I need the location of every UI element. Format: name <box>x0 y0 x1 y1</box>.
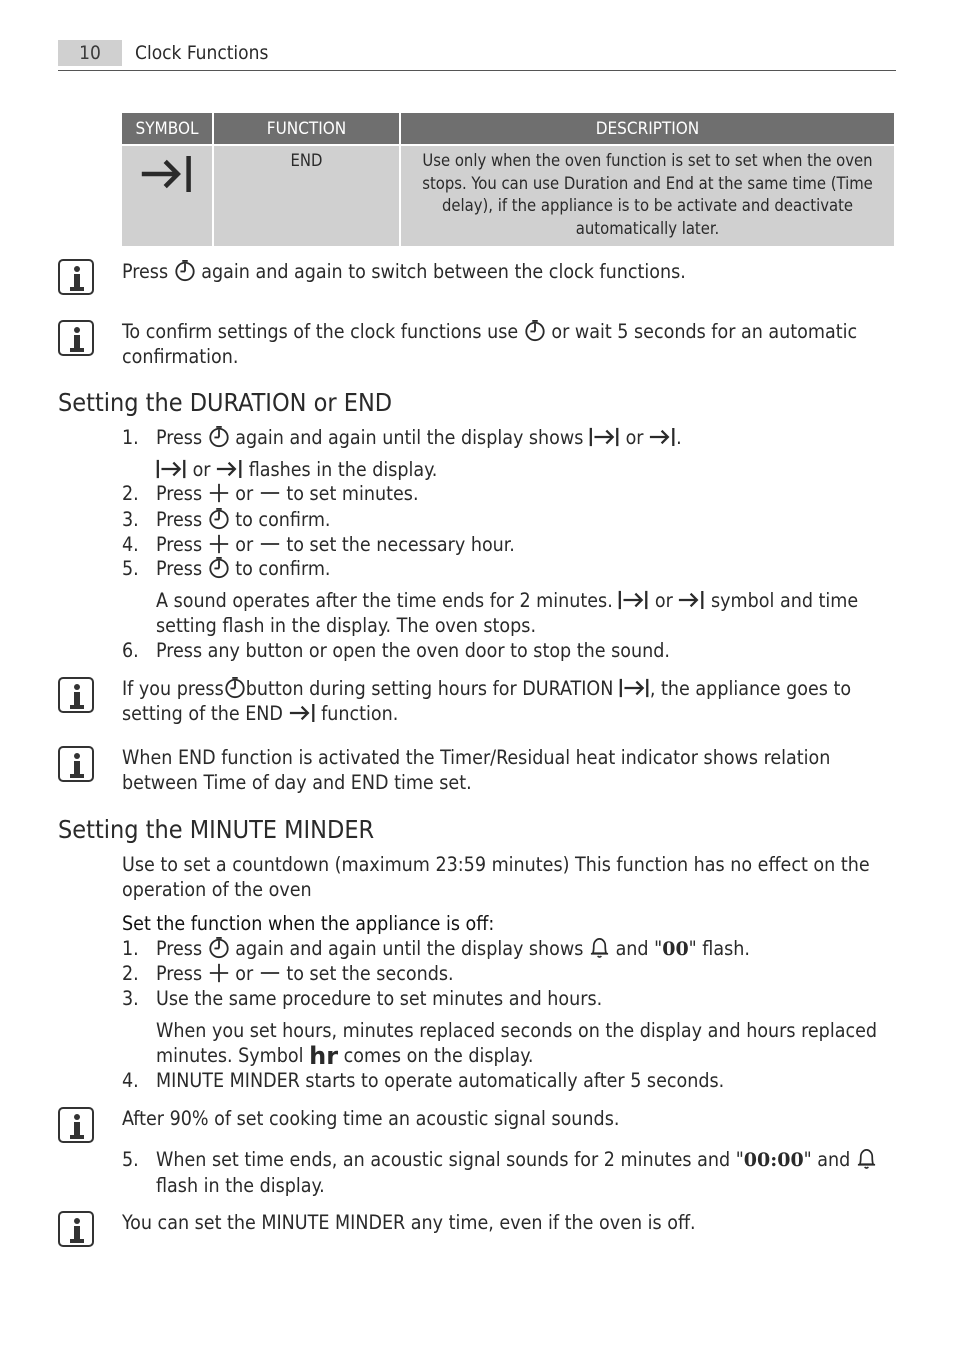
step-number: 3. <box>122 508 139 531</box>
step-number: 2. <box>122 962 139 985</box>
duration-icon <box>618 589 649 611</box>
info-icon <box>58 677 94 713</box>
clock-icon <box>208 426 230 448</box>
step-3: Press to confirm. <box>156 508 331 531</box>
step-number: 4. <box>122 533 139 556</box>
minute-minder-intro: Use to set a countdown (maximum 23:59 minutes) This function has no effect on the operation of the oven <box>122 853 870 901</box>
duration-icon <box>589 426 620 448</box>
clock-icon <box>208 508 230 530</box>
display-digits: 00:00 <box>743 1149 804 1171</box>
mm-step-2: Press or to set the seconds. <box>156 962 454 985</box>
function-cell: END <box>214 146 399 246</box>
minus-icon <box>259 962 281 984</box>
step-2: Press or to set minutes. <box>156 482 419 505</box>
symbol-table <box>120 111 896 248</box>
duration-icon <box>619 677 650 699</box>
plus-icon <box>208 533 230 555</box>
description-cell: Use only when the oven function is set to set when the oven stops. You can use Duration and End at the same time (Time delay), if the appliance is to be activate and deactivate automatically later. <box>401 146 894 246</box>
step-1-detail: or flashes in the display. <box>156 457 437 482</box>
step-4: Press or to set the necessary hour. <box>156 533 515 556</box>
step-number: 3. <box>122 987 139 1010</box>
info-icon <box>58 1107 94 1143</box>
clock-icon <box>524 320 546 342</box>
clock-icon <box>208 937 230 959</box>
mm-step-4: MINUTE MINDER starts to operate automatically after 5 seconds. <box>156 1069 725 1092</box>
end-icon <box>289 702 316 724</box>
step-6: Press any button or open the oven door to stop the sound. <box>156 639 670 662</box>
end-arrow-icon <box>140 152 194 196</box>
heading-duration-end: Setting the DURATION or END <box>58 388 393 417</box>
duration-icon <box>156 458 187 480</box>
step-number: 1. <box>122 937 139 960</box>
info-icon <box>58 259 94 295</box>
note-switch-functions: Press again and again to switch between the clock functions. <box>122 260 686 283</box>
table-row <box>122 146 894 246</box>
subheading-appliance-off: Set the function when the appliance is off: <box>122 912 495 935</box>
info-icon <box>58 746 94 782</box>
bell-icon <box>856 1147 877 1170</box>
end-icon <box>216 458 243 480</box>
plus-icon <box>208 482 230 504</box>
step-number: 4. <box>122 1069 139 1092</box>
note-any-time: You can set the MINUTE MINDER any time, even if the oven is off. <box>122 1211 696 1234</box>
mm-step-3: Use the same procedure to set minutes and hours. <box>156 987 603 1010</box>
minus-icon <box>259 533 281 555</box>
end-icon <box>649 426 676 448</box>
col-header-symbol: SYMBOL <box>122 113 212 144</box>
mm-step-1: Press again and again until the display shows and "00" flash. <box>156 937 750 960</box>
note-residual-heat: When END function is activated the Timer/Residual heat indicator shows relation between Time of day and END time set. <box>122 746 831 794</box>
clock-icon <box>174 260 196 282</box>
step-number: 1. <box>122 426 139 449</box>
section-header: Clock Functions <box>135 42 269 64</box>
bell-icon <box>589 936 610 959</box>
step-number: 2. <box>122 482 139 505</box>
step-number: 5. <box>122 557 139 580</box>
step-number: 6. <box>122 639 139 662</box>
minus-icon <box>259 482 281 504</box>
heading-minute-minder: Setting the MINUTE MINDER <box>58 815 375 844</box>
mm-step-3-detail: When you set hours, minutes replaced seconds on the display and hours replaced minutes. Symbol hr comes on the display. <box>156 1019 878 1070</box>
page-number: 10 <box>58 40 122 66</box>
note-acoustic-signal: After 90% of set cooking time an acoustic signal sounds. <box>122 1107 620 1130</box>
clock-icon <box>224 677 246 699</box>
step-number: 5. <box>122 1148 139 1171</box>
clock-icon <box>208 557 230 579</box>
header-divider <box>58 70 896 71</box>
mm-step-5: When set time ends, an acoustic signal sounds for 2 minutes and "00:00" and flash in the display. <box>156 1147 896 1198</box>
display-digits: 00 <box>662 938 689 960</box>
end-icon <box>678 589 705 611</box>
hr-symbol: hr <box>309 1042 339 1070</box>
note-duration-to-end: If you press button during setting hours for DURATION , the appliance goes to setting of the END function. <box>122 677 852 725</box>
col-header-description: DESCRIPTION <box>401 113 894 144</box>
col-header-function: FUNCTION <box>214 113 399 144</box>
info-icon <box>58 320 94 356</box>
symbol-cell <box>122 146 212 246</box>
step-1: Press again and again until the display shows or . <box>156 426 682 449</box>
step-5-detail: A sound operates after the time ends for 2 minutes. or symbol and time setting flash in the display. The oven stops. <box>156 589 859 637</box>
info-icon <box>58 1211 94 1247</box>
note-confirm-settings: To confirm settings of the clock functions use or wait 5 seconds for an automatic confirmation. <box>122 320 858 368</box>
step-5: Press to confirm. <box>156 557 331 580</box>
plus-icon <box>208 962 230 984</box>
